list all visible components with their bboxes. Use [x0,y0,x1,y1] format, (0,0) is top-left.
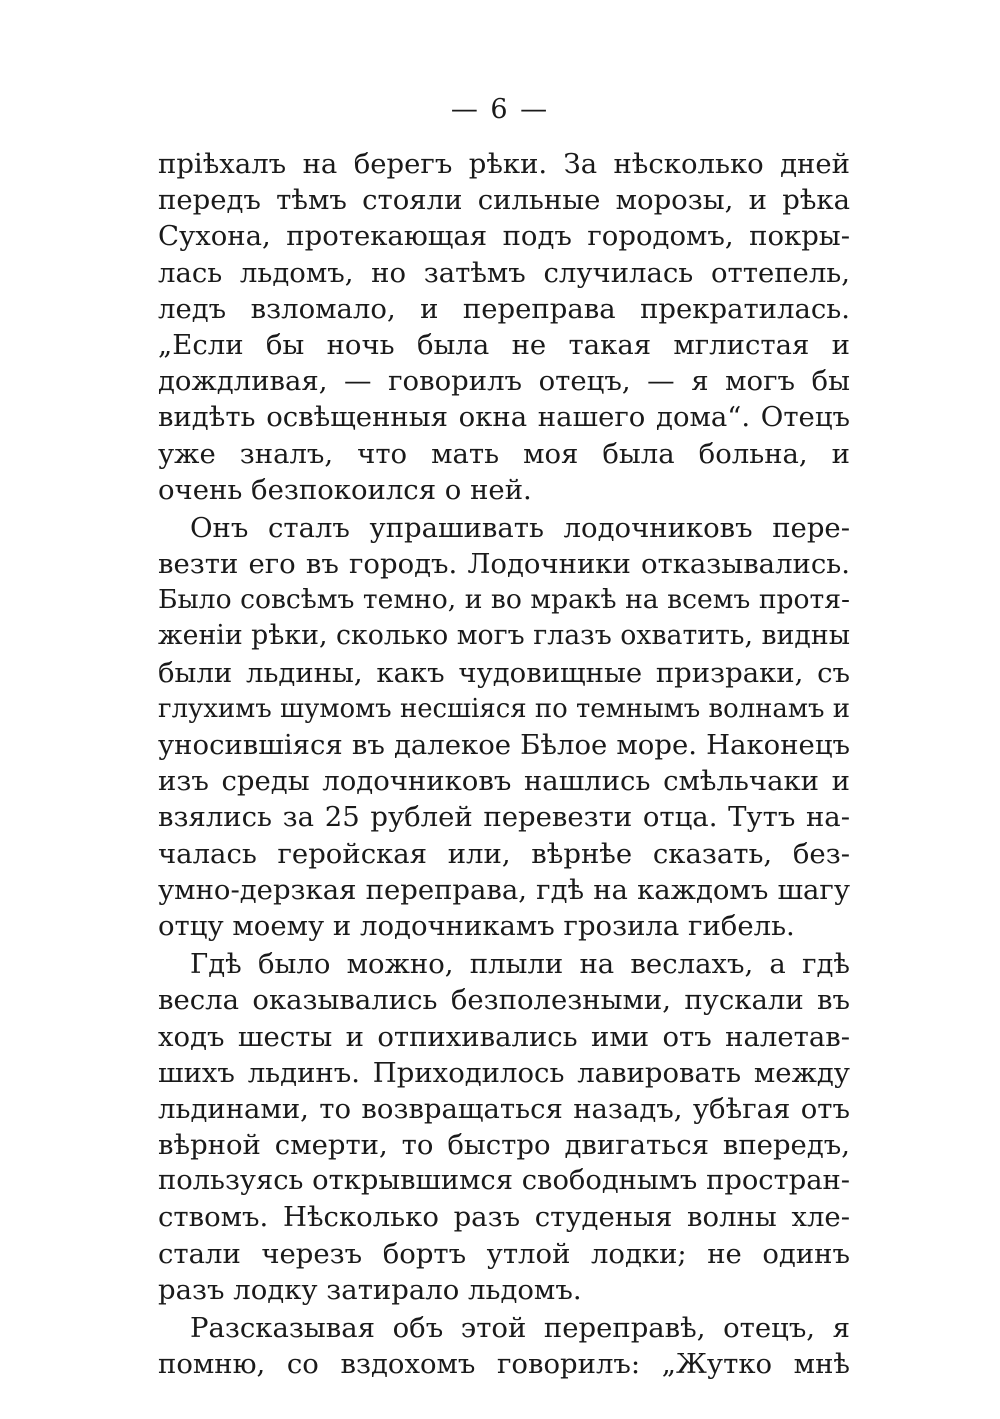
text-line: видѣть освѣщенныя окна нашего дома“. Отецъ [158,401,850,434]
text-line: изъ среды лодочниковъ нашлись смѣльчаки и [158,765,850,798]
text-line: вѣрной смерти, то быстро двигаться впередъ, [158,1129,850,1162]
text-line: взялись за 25 рублей перевезти отца. Тутъ на- [158,801,850,834]
text-line: лась льдомъ, но затѣмъ случилась оттепель, [158,256,850,289]
paragraph-1 [158,146,850,508]
text-line: помню, со вздохомъ говорилъ: „Жутко мнѣ [158,1348,850,1381]
text-line: весла оказывались безполезными, пускали въ [158,984,850,1017]
page-number: — 6 — [450,94,550,125]
text-line: стали черезъ бортъ утлой лодки; не одинъ [158,1237,850,1270]
text-line: шихъ льдинъ. Приходилось лавировать между [158,1056,850,1089]
text-line: умно-дерзкая переправа, гдѣ на каждомъ шагу [158,873,850,906]
text-line: глухимъ шумомъ несшіяся по темнымъ волнамъ и [158,693,850,724]
text-line: отцу моему и лодочникамъ грозила гибель. [158,909,795,942]
text-line: уносившіяся въ далекое Бѣлое море. Наконецъ [158,729,850,761]
text-line: чалась геройская или, вѣрнѣе сказать, без- [158,837,850,870]
text-line: были льдины, какъ чудовищные призраки, съ [158,656,850,689]
body-text [158,146,850,1382]
text-line: передъ тѣмъ стояли сильные морозы, и рѣка [158,184,850,217]
text-line: везти его въ городъ. Лодочники отказывались. [158,548,850,581]
text-line: Гдѣ было можно, плыли на веслахъ, а гдѣ [190,948,850,981]
text-line: Сухона, протекающая подъ городомъ, покры- [158,220,850,253]
text-line: Онъ сталъ упрашивать лодочниковъ пере- [190,511,850,544]
text-line: пользуясь открывшимся свободнымъ простран- [158,1165,850,1197]
text-line: Было совсѣмъ темно, и во мракѣ на всемъ протя- [158,584,850,616]
text-line: пріѣхалъ на берегъ рѣки. За нѣсколько дней [158,148,850,180]
text-line: очень безпокоился о ней. [158,473,532,506]
text-line: „Если бы ночь была не такая мглистая и [158,328,850,361]
text-line: женіи рѣки, сколько могъ глазъ охватить, видны [158,620,850,652]
text-line: льдинами, то возвращаться назадъ, убѣгая отъ [158,1092,850,1125]
text-line: ствомъ. Нѣсколько разъ студеныя волны хле- [158,1201,850,1234]
text-line: уже зналъ, что мать моя была больна, и [158,437,850,470]
text-line: дождливая, — говорилъ отецъ, — я могъ бы [158,365,850,398]
text-line: ходъ шесты и отпихивались ими отъ налетав- [158,1020,850,1053]
paragraph-4 [158,1310,850,1382]
text-line: ледъ взломало, и переправа прекратилась. [158,292,850,325]
text-line: Разсказывая объ этой переправѣ, отецъ, я [190,1312,850,1344]
text-line: разъ лодку затирало льдомъ. [158,1273,582,1306]
paragraph-2 [158,510,850,944]
paragraph-3 [158,946,850,1308]
